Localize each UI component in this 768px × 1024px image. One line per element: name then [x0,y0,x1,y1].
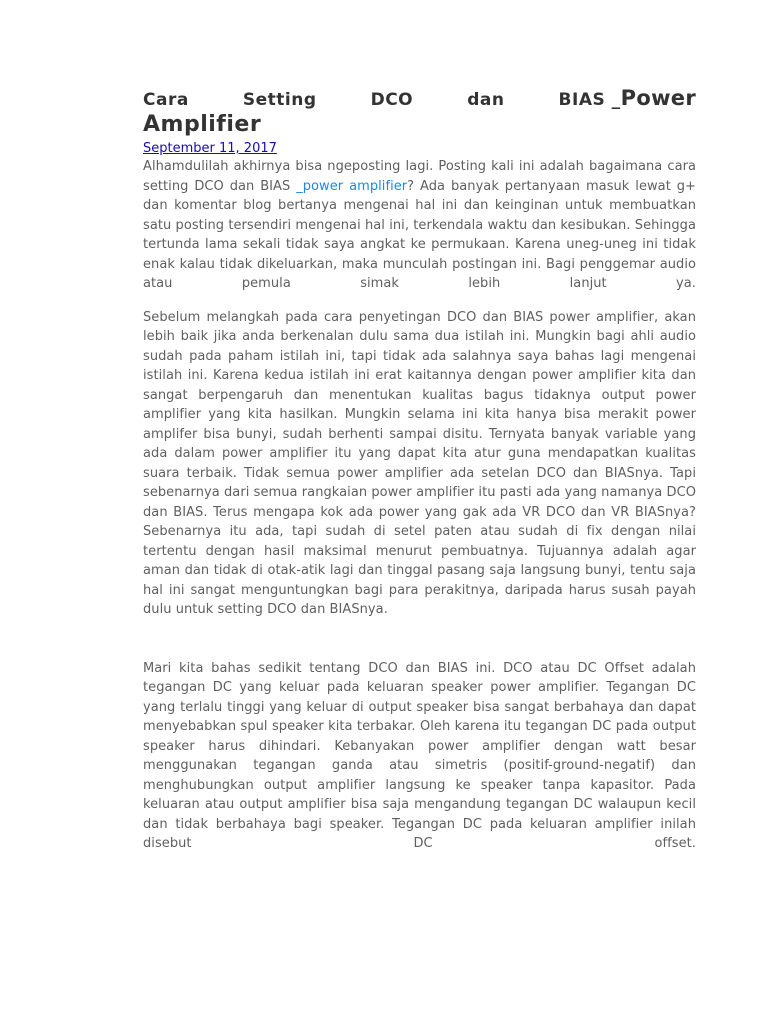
title-word: Power [620,86,696,110]
paragraph-1 [143,157,696,294]
article [143,86,696,854]
paragraph-3: Mari kita bahas sedikit tentang DCO dan BIAS ini. DCO atau DC Offset adalah tegangan DC yang keluar pada keluaran speaker power amplifier. Tegangan DC yang terlalu tinggi yang keluar di output speaker bisa sangat berbahaya dan dapat menyebabkan spul speaker kita terbakar. Oleh karena itu tegangan DC pada output speaker harus dihindari. Kebanyakan power amplifier dengan watt besar menggunakan tegangan ganda atau simetris (positif-ground-negatif) dan menghubungkan output amplifier langsung ke speaker tanpa kapasitor. Pada keluaran atau output amplifier bisa saja mengandung tegangan DC walaupun kecil dan tidak berbahaya bagi speaker. Tegangan DC pada keluaran amplifier inilah disebut DC offset. [143,660,696,851]
title-word: DCO [370,90,414,110]
title-word: dan [467,90,505,110]
title-word-group [559,86,696,113]
paragraph-text: Alhamdulilah akhirnya bisa ngeposting lagi. Posting kali ini adalah bagaimana cara setting DCO dan BIAS [143,159,696,194]
title-line-1 [143,86,696,113]
title-word: Cara [143,90,189,110]
title-line-2: Amplifier [143,112,262,137]
post-date-link[interactable]: September 11, 2017 [143,141,277,156]
title-word: BIAS _ [558,90,621,110]
article-title [143,86,696,137]
power-amplifier-link[interactable]: _power amplifier [296,178,408,194]
paragraph-2: Sebelum melangkah pada cara penyetingan DCO dan BIAS power amplifier, akan lebih baik jika anda berkenalan dulu sama dua istilah ini. Mungkin bagi ahli audio sudah pada paham istilah ini, tapi tidak ada salahnya saya bahas lagi mengenai istilah ini. Karena kedua istilah ini erat kaitannya dengan power amplifier kita dan sangat berpengaruh dan menentukan kualitas bagus tidaknya output power amplifier yang kita hasilkan. Mungkin selama ini kita hanya bisa merakit power amplifer bisa bunyi, sudah berhenti sampai disitu. Ternyata banyak variable yang ada dalam power amplifier itu yang dapat kita atur guna mendapatkan kualitas suara terbaik. Tidak semua power amplifier ada setelan DCO dan BIASnya. Tapi sebenarnya dari semua rangkaian power amplifier itu pasti ada yang namanya DCO dan BIAS. Terus mengapa kok ada power yang gak ada VR DCO dan VR BIASnya? Sebenarnya itu ada, tapi sudah di setel paten atau sudah di fix dengan nilai tertentu dengan hasil maksimal menurut pembuatnya. Tujuannya adalah agar aman dan tidak di otak-atik lagi dan tinggal pasang saja langsung bunyi, tentu saja hal ini sangat menguntungkan bagi para perakitnya, daripada harus susah payah dulu untuk setting DCO dan BIASnya. [143,309,696,617]
title-word: Setting [242,90,317,110]
paragraph-text: ? Ada banyak pertanyaan masuk lewat g+ dan komentar blog bertanya mengenai hal ini dan keinginan untuk membuatkan satu posting tersendiri mengenai hal ini, terkendala waktu dan kesibukan. Sehingga tertunda lama sekali tidak saya angkat ke permukaan. Karena uneg-uneg ini tidak enak kalau tidak dikeluarkan, maka munculah postingan ini. Bagi penggemar audio atau pemula simak lebih lanjut ya. [143,178,696,291]
